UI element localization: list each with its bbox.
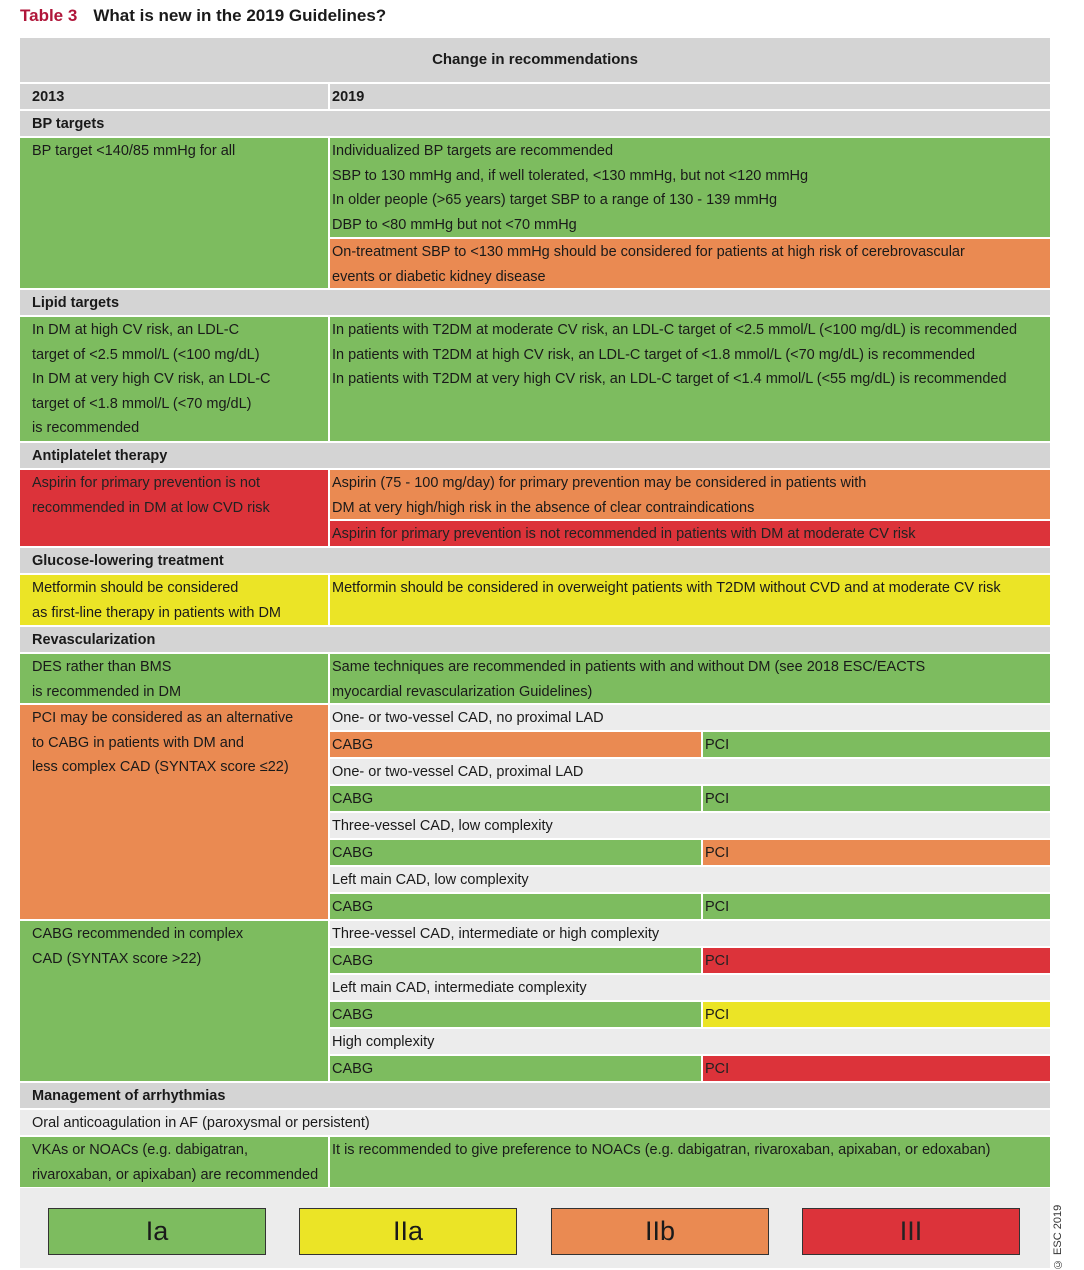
bp-2013: BP target <140/85 mmHg for all xyxy=(20,138,328,288)
change-header: Change in recommendations xyxy=(20,38,1050,82)
des-2019: Same techniques are recommended in patients with and without DM (see 2018 ESC/EACTS myocardial revascularization Guidelines) xyxy=(330,654,1050,703)
antiplatelet-2013: Aspirin for primary prevention is not recommended in DM at low CVD risk xyxy=(20,470,328,546)
cabg-cell: CABG xyxy=(330,1056,701,1081)
scenario-3: Three-vessel CAD, low complexity xyxy=(330,813,1050,838)
scenario-5: Three-vessel CAD, intermediate or high complexity xyxy=(330,921,1050,946)
scenario-2: One- or two-vessel CAD, proximal LAD xyxy=(330,759,1050,784)
antiplatelet-2019-iib: Aspirin (75 - 100 mg/day) for primary prevention may be considered in patients with DM at very high/high risk in the absence of clear contraindications xyxy=(330,470,1050,519)
lipid-2019: In patients with T2DM at moderate CV risk, an LDL-C target of <2.5 mmol/L (<100 mg/dL) is recommended In patients with T2DM at high CV risk, an LDL-C target of <1.8 mmol/L (<70 mg/dL) is recommended In patients with T2DM at very high CV risk, an LDL-C target of <1.4 mmol/L (<55 mg/dL) is recommended xyxy=(330,317,1050,441)
section-bp: BP targets xyxy=(20,111,1050,136)
pci-cell: PCI xyxy=(703,1002,1050,1027)
section-glucose: Glucose-lowering treatment xyxy=(20,548,1050,573)
scenario-4: Left main CAD, low complexity xyxy=(330,867,1050,892)
pci-cell: PCI xyxy=(703,894,1050,919)
table-caption: What is new in the 2019 Guidelines? xyxy=(93,6,387,25)
arrhythmia-subheader: Oral anticoagulation in AF (paroxysmal or persistent) xyxy=(20,1110,1050,1135)
arrhythmia-2019: It is recommended to give preference to NOACs (e.g. dabigatran, rivaroxaban, apixaban, or edoxaban) xyxy=(330,1137,1050,1187)
pci-2013: PCI may be considered as an alternative to CABG in patients with DM and less complex CAD (SYNTAX score ≤22) xyxy=(20,705,328,919)
legend-class-iii: III xyxy=(802,1208,1020,1255)
table-label: Table 3 xyxy=(20,6,78,25)
col-2019-header: 2019 xyxy=(330,84,1050,109)
cabg-cell: CABG xyxy=(330,732,701,757)
antiplatelet-2019-iii: Aspirin for primary prevention is not recommended in patients with DM at moderate CV risk xyxy=(330,521,1050,546)
pci-cell: PCI xyxy=(703,732,1050,757)
scenario-6: Left main CAD, intermediate complexity xyxy=(330,975,1050,1000)
pci-cell: PCI xyxy=(703,1056,1050,1081)
section-lipid: Lipid targets xyxy=(20,290,1050,315)
cabg-cell: CABG xyxy=(330,1002,701,1027)
bp-2019-iib: On-treatment SBP to <130 mmHg should be considered for patients at high risk of cerebrovascular events or diabetic kidney disease xyxy=(330,239,1050,288)
des-2013: DES rather than BMS is recommended in DM xyxy=(20,654,328,703)
legend-class-iia: IIa xyxy=(299,1208,517,1255)
section-antiplatelet: Antiplatelet therapy xyxy=(20,443,1050,468)
section-revasc: Revascularization xyxy=(20,627,1050,652)
cabg-cell: CABG xyxy=(330,786,701,811)
section-arrhythmia: Management of arrhythmias xyxy=(20,1083,1050,1108)
lipid-2013: In DM at high CV risk, an LDL-C target of <2.5 mmol/L (<100 mg/dL) In DM at very high CV risk, an LDL-C target of <1.8 mmol/L (<70 mg/dL) is recommended xyxy=(20,317,328,441)
arrhythmia-2013: VKAs or NOACs (e.g. dabigatran, rivaroxaban, or apixaban) are recommended xyxy=(20,1137,328,1187)
cabg-cell: CABG xyxy=(330,948,701,973)
bp-2019-ia: Individualized BP targets are recommended SBP to 130 mmHg and, if well tolerated, <130 mmHg, but not <120 mmHg In older people (>65 years) target SBP to a range of 130 - 139 mmHg DBP to <80 mmHg but not <70 mmHg xyxy=(330,138,1050,237)
copyright: © ESC 2019 xyxy=(1052,1204,1064,1270)
table-title xyxy=(20,6,386,26)
cabg-2013: CABG recommended in complex CAD (SYNTAX score >22) xyxy=(20,921,328,1081)
col-2013-header: 2013 xyxy=(20,84,328,109)
legend-class-iib: IIb xyxy=(551,1208,769,1255)
cabg-cell: CABG xyxy=(330,894,701,919)
cabg-cell: CABG xyxy=(330,840,701,865)
scenario-7: High complexity xyxy=(330,1029,1050,1054)
legend-class-ia: Ia xyxy=(48,1208,266,1255)
scenario-1: One- or two-vessel CAD, no proximal LAD xyxy=(330,705,1050,730)
pci-cell: PCI xyxy=(703,948,1050,973)
pci-cell: PCI xyxy=(703,840,1050,865)
glucose-2013: Metformin should be considered as first-line therapy in patients with DM xyxy=(20,575,328,625)
glucose-2019: Metformin should be considered in overweight patients with T2DM without CVD and at moderate CV risk xyxy=(330,575,1050,625)
pci-cell: PCI xyxy=(703,786,1050,811)
